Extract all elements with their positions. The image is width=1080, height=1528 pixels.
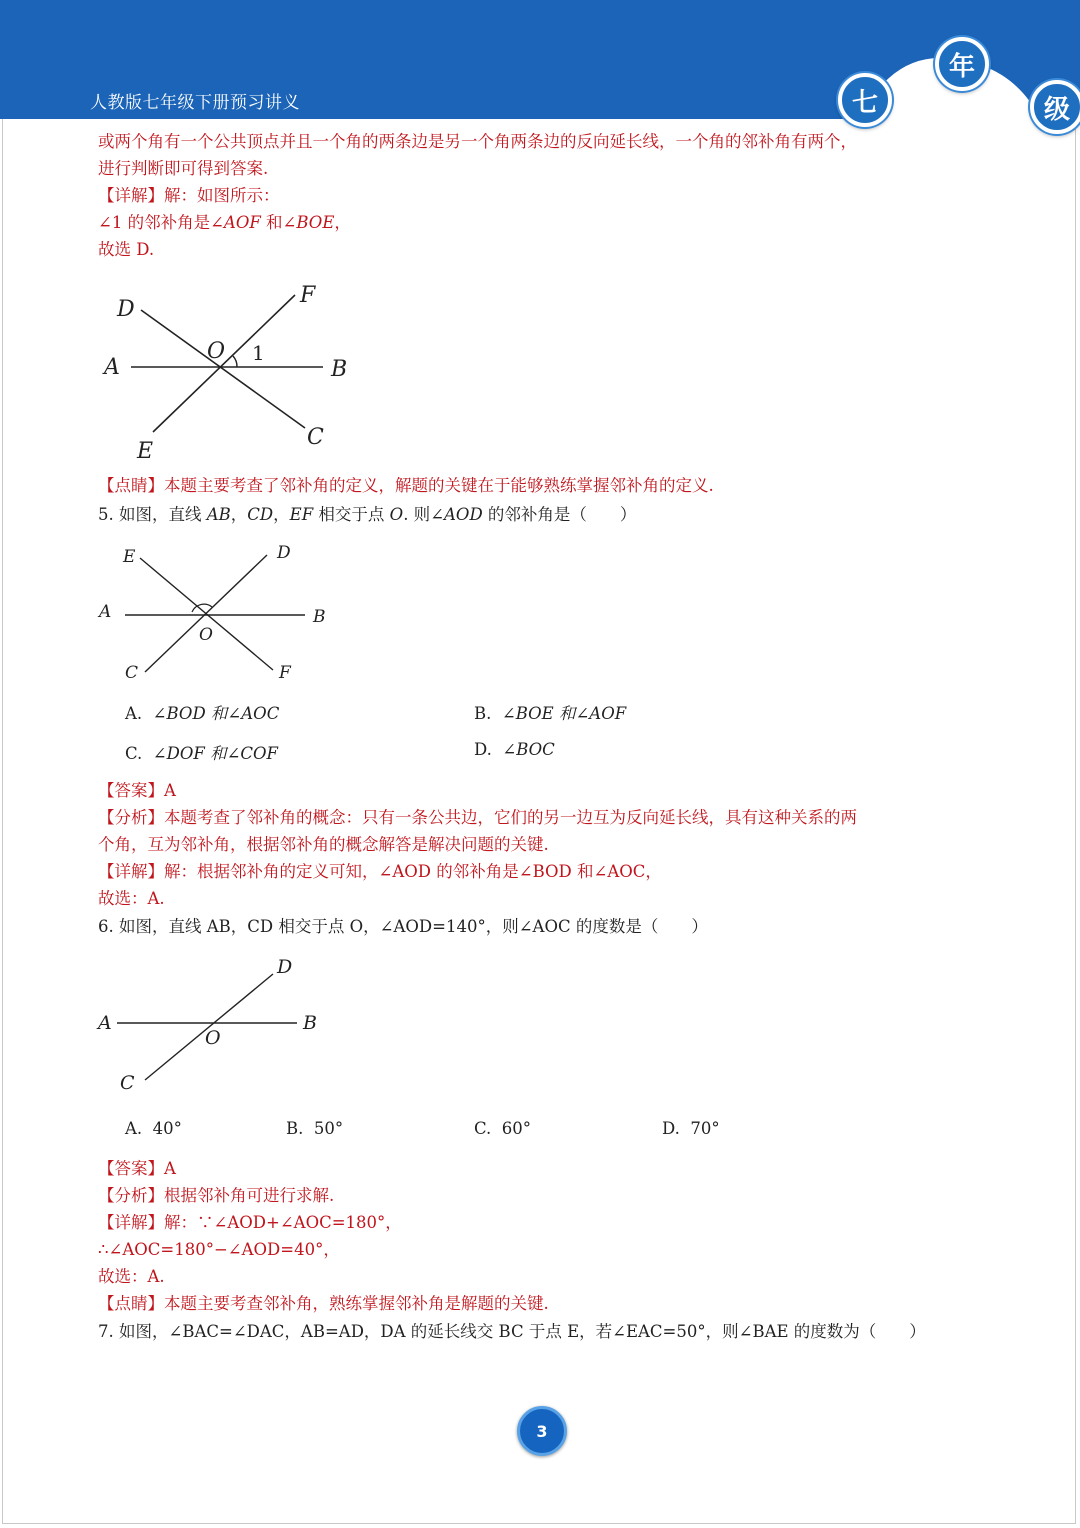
- q5-option-d[interactable]: D. ∠BOC: [474, 740, 555, 759]
- prev-analysis-line2: 进行判断即可得到答案.: [98, 159, 269, 178]
- prev-choose: 故选 D.: [98, 240, 155, 259]
- label-F: F: [279, 663, 291, 683]
- label-C: C: [125, 663, 139, 683]
- grade-badge-grade: 级: [1030, 80, 1080, 134]
- label-E: E: [123, 547, 136, 567]
- figure-q6: [95, 952, 335, 1102]
- q5-stem: 5. 如图，直线 AB，CD，EF 相交于点 O. 则∠AOD 的邻补角是（ ）: [98, 505, 637, 524]
- figure-q5: [95, 540, 335, 690]
- label-D: D: [117, 297, 135, 322]
- q5-option-c[interactable]: C. ∠DOF 和∠COF: [125, 744, 278, 763]
- q6-analysis: 【分析】根据邻补角可进行求解.: [98, 1186, 335, 1205]
- line-dc: [141, 310, 305, 428]
- label-C: C: [307, 425, 324, 450]
- detail-text: 解：如图所示：: [164, 186, 280, 205]
- prev-remark: 【点睛】本题主要考查了邻补角的定义，解题的关键在于能够熟练掌握邻补角的定义.: [98, 476, 714, 495]
- label-B: B: [331, 357, 348, 382]
- grade-badge-year: 年: [935, 37, 989, 91]
- header-banner: [0, 0, 1080, 130]
- prev-analysis-line1: 或两个角有一个公共顶点并且一个角的两条边是另一个角两条边的反向延长线，一个角的邻补角有两个，: [98, 132, 857, 151]
- label-F: F: [300, 283, 316, 308]
- q5-detail: 【详解】解：根据邻补角的定义可知，∠AOD 的邻补角是∠BOD 和∠AOC，: [98, 862, 662, 881]
- q6-option-a[interactable]: A. 40°: [125, 1119, 182, 1138]
- label-E: E: [137, 439, 154, 464]
- detail-tag: 【详解】: [98, 186, 164, 205]
- q6-remark: 【点睛】本题主要考查邻补角，熟练掌握邻补角是解题的关键.: [98, 1294, 549, 1313]
- label-D: D: [277, 956, 293, 978]
- q5-answer: 【答案】A: [98, 781, 176, 800]
- angle-1-arc: [233, 356, 237, 367]
- q6-detail-2: ∴∠AOC=180°−∠AOD=40°，: [98, 1240, 340, 1259]
- label-A: A: [104, 355, 120, 380]
- q7-stem: 7. 如图，∠BAC=∠DAC，AB=AD，DA 的延长线交 BC 于点 E，若∠EAC=50°，则∠BAE 的度数为（ ）: [98, 1322, 926, 1341]
- label-O: O: [207, 339, 226, 364]
- q5-option-b[interactable]: B. ∠BOE 和∠AOF: [474, 704, 627, 723]
- label-B: B: [313, 607, 326, 627]
- series-title: 人教版七年级下册预习讲义: [90, 93, 300, 113]
- q6-option-b[interactable]: B. 50°: [286, 1119, 344, 1138]
- q6-answer: 【答案】A: [98, 1159, 176, 1178]
- line-ef: [140, 558, 273, 670]
- label-C: C: [120, 1072, 135, 1094]
- label-O: O: [205, 1027, 221, 1049]
- q5-choose: 故选：A.: [98, 889, 165, 908]
- label-1: 1: [252, 341, 265, 365]
- label-D: D: [277, 543, 291, 563]
- q5-analysis-line1: 【分析】本题考查了邻补角的概念：只有一条公共边，它们的另一边互为反向延长线，具有这种关系的两: [98, 808, 857, 827]
- label-A: A: [98, 1012, 112, 1034]
- q5-analysis-line2: 个角，互为邻补角，根据邻补角的概念解答是解决问题的关键.: [98, 835, 549, 854]
- q6-detail: 【详解】解：∵∠AOD+∠AOC=180°，: [98, 1213, 402, 1232]
- q6-stem: 6. 如图，直线 AB，CD 相交于点 O，∠AOD=140°，则∠AOC 的度数是（ ）: [98, 917, 708, 936]
- label-B: B: [303, 1012, 317, 1034]
- q5-option-a[interactable]: A. ∠BOD 和∠AOC: [125, 704, 280, 723]
- label-A: A: [99, 602, 112, 622]
- figure-prev: [95, 280, 365, 470]
- line-cd: [145, 555, 267, 672]
- q6-choose: 故选：A.: [98, 1267, 165, 1286]
- q6-option-c[interactable]: C. 60°: [474, 1119, 532, 1138]
- label-O: O: [199, 625, 213, 645]
- page-number: 3: [517, 1406, 567, 1456]
- prev-detail-line2: ∠1 的邻补角是∠AOF 和∠BOE，: [98, 213, 351, 232]
- q6-option-d[interactable]: D. 70°: [662, 1119, 720, 1138]
- prev-detail: [98, 186, 280, 206]
- grade-badge-seven: 七: [838, 73, 892, 127]
